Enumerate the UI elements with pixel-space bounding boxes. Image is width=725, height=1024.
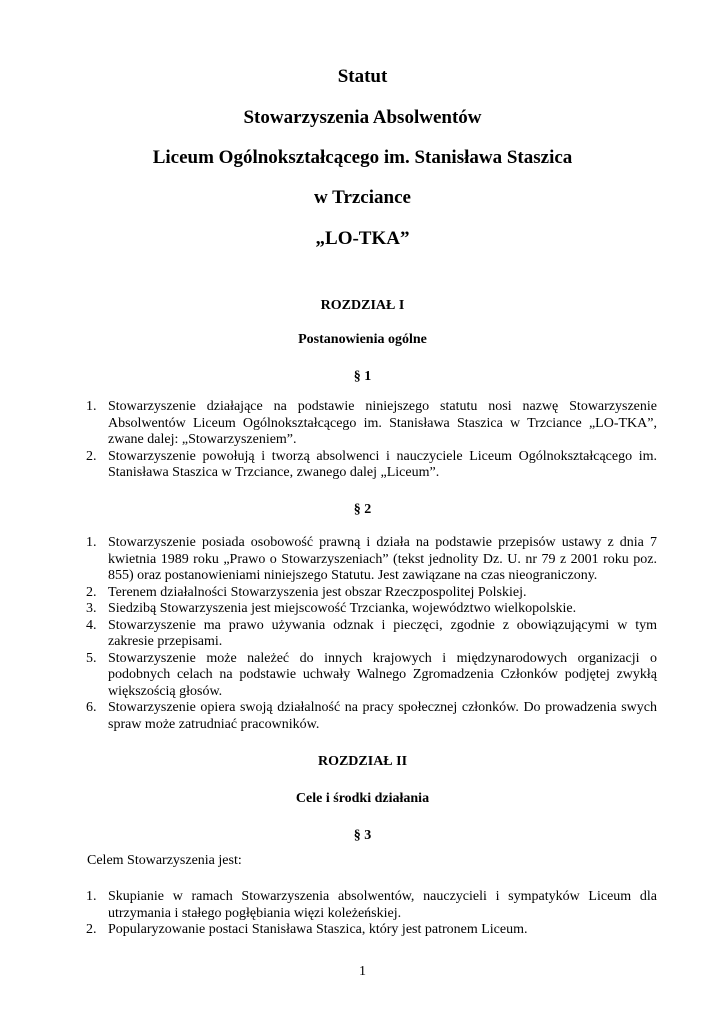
list-item: 1. Stowarzyszenie działające na podstawie niniejszego statutu nosi nazwę Stowarzyszenie Absolwentów Liceum Ogólnokształcącego im. Stanisława Staszica w Trzciance „LO-TKA”, zwane dalej: „Stowarzyszeniem”. <box>86 399 657 447</box>
section-mark: § 3 <box>353 828 372 843</box>
chapter-subtitle: Postanowienia ogólne <box>298 332 427 347</box>
chapter-heading: ROZDZIAŁ I <box>320 298 405 313</box>
list-item: 4. Stowarzyszenie ma prawo używania odznak i pieczęci, zgodnie z obowiązującymi w tym zakresie przepisami. <box>86 617 657 649</box>
section-mark: § 1 <box>353 369 372 384</box>
document-title-line: Stowarzyszenia Absolwentów <box>243 107 482 128</box>
page-number: 1 <box>359 964 366 979</box>
list-item: 6. Stowarzyszenie opiera swoją działalność na pracy społecznej członków. Do prowadzenia swych spraw może zatrudniać pracowników. <box>86 700 657 732</box>
section-mark: § 2 <box>353 502 372 517</box>
list-item: 1. Stowarzyszenie posiada osobowość prawną i działa na podstawie przepisów ustawy z dnia 7 kwietnia 1989 roku „Prawo o Stowarzyszeniach” (tekst jednolity Dz. U. nr 79 z 2001 roku poz. 855) oraz postanowieniami niniejszego Statutu. Jest zawiązane na czas nieograniczony. <box>86 535 657 583</box>
document-title-line: „LO-TKA” <box>315 228 410 249</box>
list-item: 3. Siedzibą Stowarzyszenia jest miejscowość Trzcianka, województwo wielkopolskie. <box>86 601 577 616</box>
section-list <box>0 889 725 939</box>
chapter-subtitle: Cele i środki działania <box>295 791 430 806</box>
list-item: 2. Terenem działalności Stowarzyszenia jest obszar Rzeczpospolitej Polskiej. <box>86 584 527 600</box>
list-item: 5. Stowarzyszenie może należeć do innych krajowych i międzynarodowych organizacji o podobnych celach na podstawie uchwały Walnego Zgromadzenia Członków podjętej zwykłą większością głosów. <box>86 650 657 699</box>
list-item: 1. Skupianie w ramach Stowarzyszenia absolwentów, nauczycieli i sympatyków Liceum dla utrzymania i stałego pogłębiania więzi koleżeńskiej. <box>86 889 657 921</box>
section-list <box>0 399 725 482</box>
document-title-line: Liceum Ogólnokształcącego im. Stanisława Staszica <box>152 147 573 168</box>
section-list <box>0 535 725 733</box>
list-item: 2. Popularyzowanie postaci Stanisława Staszica, który jest patronem Liceum. <box>86 922 528 937</box>
section-intro: Celem Stowarzyszenia jest: <box>87 853 242 868</box>
document-title-line: w Trzciance <box>314 187 411 208</box>
document-title: Statut <box>337 66 388 87</box>
chapter-heading: ROZDZIAŁ II <box>317 754 408 769</box>
list-item: 2. Stowarzyszenie powołują i tworzą absolwenci i nauczyciele Liceum Ogólnokształcącego im. Stanisława Staszica w Trzciance, zwanego dalej „Liceum”. <box>86 448 657 480</box>
